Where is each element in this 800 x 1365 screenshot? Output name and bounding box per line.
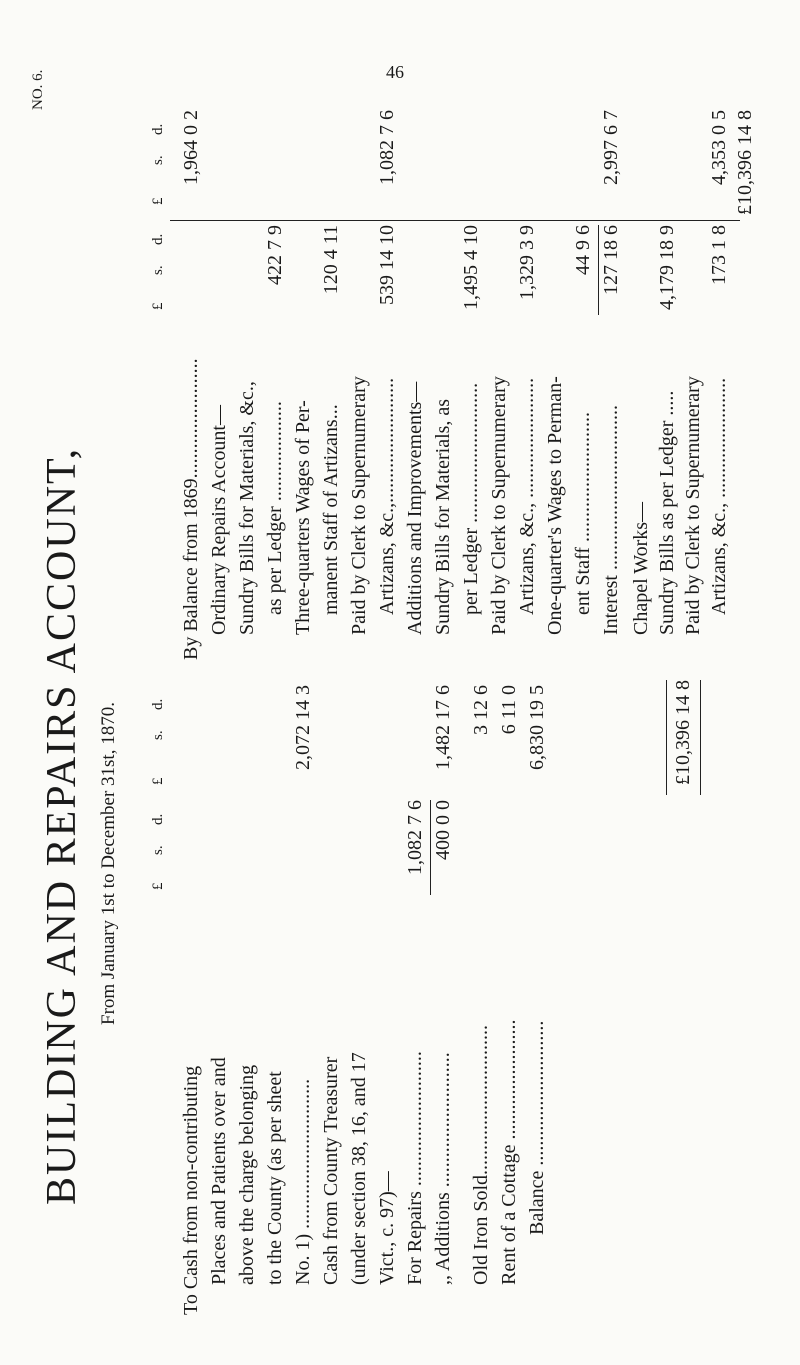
debit-subamount: 400 0 0	[432, 800, 454, 860]
debit-amount: 1,482 17 6	[432, 685, 454, 770]
debit-amount: 6 11 0	[498, 685, 520, 735]
debit-inner-header-l: £	[150, 882, 166, 890]
document-reference: NO. 6.	[30, 69, 46, 110]
debit-row: ,, Additions ...........................	[432, 1052, 454, 1285]
credit-row: Chapel Works—	[630, 501, 652, 635]
debit-row: (under section 38, 16, and 17	[348, 1052, 370, 1285]
credit-row: as per Ledger ....................	[264, 401, 286, 615]
debit-row: No. 1) ..............................	[292, 1078, 314, 1285]
debit-row: above the charge belonging	[236, 1064, 258, 1285]
credit-amount: 1,082 7 6	[376, 110, 398, 185]
total-rule-top	[666, 680, 667, 795]
credit-subamount: 173 1 8	[708, 225, 730, 285]
debit-inner-header-s: s.	[150, 845, 166, 855]
debit-total: £10,396 14 8	[672, 680, 694, 785]
credit-row: Paid by Clerk to Supernumerary	[488, 376, 510, 635]
credit-row: manent Staff of Artizans...	[320, 404, 342, 615]
credit-row: Three-quarters Wages of Per-	[292, 400, 314, 635]
debit-row: Rent of a Cottage ........................	[498, 1019, 520, 1285]
debit-row: Places and Patients over and	[208, 1057, 230, 1285]
debit-subamount: 1,082 7 6	[404, 800, 426, 875]
credit-amount: 1,964 0 2	[180, 110, 202, 185]
page-number: 46	[386, 62, 404, 82]
credit-inner-header-l: £	[150, 302, 166, 310]
debit-amount: 2,072 14 3	[292, 685, 314, 770]
credit-row: By Balance from 1869........................	[180, 358, 202, 660]
credit-row: Sundry Bills as per Ledger .....	[656, 390, 678, 635]
credit-money-column-rule	[170, 220, 740, 221]
debit-outer-header-d: d.	[150, 698, 166, 710]
debit-row: For Repairs ...........................	[404, 1051, 426, 1285]
credit-row: Interest .................................	[600, 405, 622, 635]
credit-outer-header-d: d.	[150, 123, 166, 135]
subtotal-rule	[430, 800, 431, 895]
debit-row: Balance .............................	[526, 1020, 548, 1235]
debit-row: Cash from County Treasurer	[320, 1056, 342, 1285]
credit-row: Artizans, &c., ........................	[516, 377, 538, 615]
credit-outer-header-s: s.	[150, 155, 166, 165]
debit-amount: 3 12 6	[470, 685, 492, 735]
credit-row: Sundry Bills for Materials, as	[432, 398, 454, 635]
credit-row: Artizans, &c.,.........................	[376, 377, 398, 615]
debit-row: To Cash from non-contributing	[180, 1065, 202, 1315]
subtotal-rule	[598, 225, 599, 315]
credit-row: Ordinary Repairs Account—	[208, 405, 230, 635]
credit-row: Paid by Clerk to Supernumerary	[348, 376, 370, 635]
credit-subamount: 120 4 11	[320, 225, 342, 295]
credit-row: Paid by Clerk to Supernumerary	[682, 376, 704, 635]
debit-outer-header-s: s.	[150, 730, 166, 740]
credit-row: Additions and Improvements—	[404, 381, 426, 635]
credit-subamount: 539 14 10	[376, 225, 398, 305]
debit-row: to the County (as per sheet	[264, 1071, 286, 1285]
credit-inner-header-s: s.	[150, 265, 166, 275]
debit-row: Vict., c. 97)—	[376, 1171, 398, 1285]
credit-subamount: 422 7 9	[264, 225, 286, 285]
credit-subamount: 4,179 18 9	[656, 225, 678, 310]
debit-inner-header-d: d.	[150, 813, 166, 825]
credit-outer-header-l: £	[150, 197, 166, 205]
credit-row: Artizans, &c., ........................	[708, 377, 730, 615]
account-title: BUILDING AND REPAIRS ACCOUNT,	[39, 446, 85, 1205]
credit-subamount: 44 9 6	[572, 225, 594, 275]
debit-outer-header-l: £	[150, 777, 166, 785]
credit-subamount: 1,329 3 9	[516, 225, 538, 300]
credit-row: ent Staff ..........................	[572, 412, 594, 615]
credit-row: Sundry Bills for Materials, &c.,	[236, 381, 258, 635]
credit-row: per Ledger ............................	[460, 382, 482, 615]
credit-inner-header-d: d.	[150, 233, 166, 245]
credit-subamount: 127 18 6	[600, 225, 622, 295]
credit-total: £10,396 14 8	[734, 110, 756, 215]
credit-amount: 2,997 6 7	[600, 110, 622, 185]
debit-row: Old Iron Sold..............................	[470, 1025, 492, 1285]
total-rule-bottom	[700, 680, 701, 795]
account-period: From January 1st to December 31st, 1870.	[98, 702, 119, 1025]
debit-amount: 6,830 19 5	[526, 685, 548, 770]
credit-subamount: 1,495 4 10	[460, 225, 482, 310]
credit-row: One-quarter's Wages to Perman-	[544, 376, 566, 635]
credit-amount: 4,353 0 5	[708, 110, 730, 185]
